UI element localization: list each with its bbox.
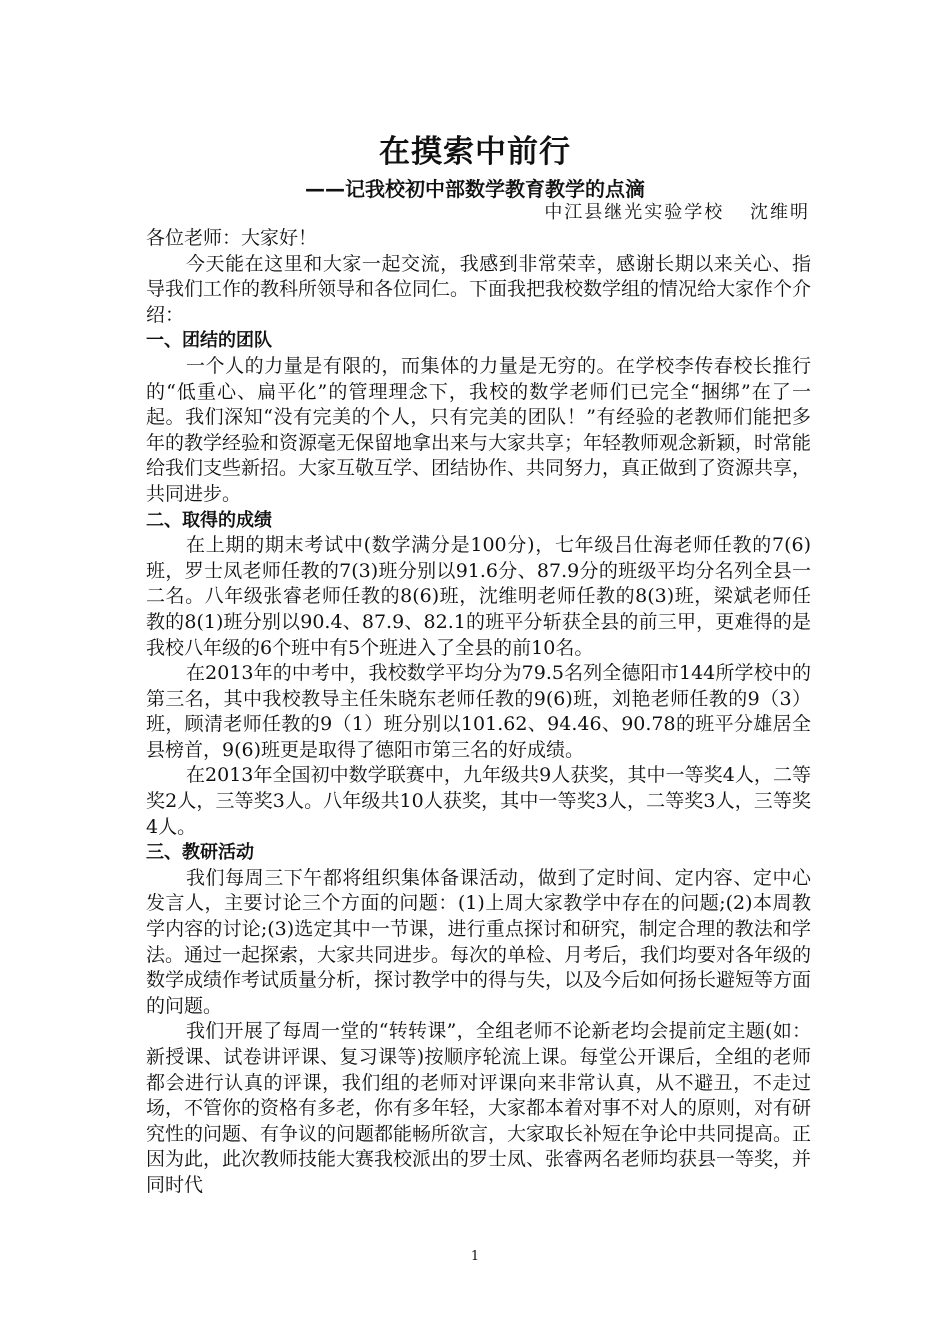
- achievements-paragraph-1: 在上期的期末考试中(数学满分是100分)，七年级吕仕海老师任教的7(6)班，罗士凤老师任教的7(3)班分别以91.6分、87.9分的班级平均分名列全县一二名。八年级张睿老师任教的8(6)班，沈维明老师任教的8(3)班，梁斌老师任教的8(1)班分别以90.4、87.9、82.1的班平分斩获全县的前三甲，更难得的是我校八年级的6个班中有5个班进入了全县的前10名。: [146, 534, 811, 659]
- document-subtitle: ——记我校初中部数学教育教学的点滴: [305, 177, 645, 201]
- team-paragraph: 一个人的力量是有限的，而集体的力量是无穷的。在学校李传春校长推行的“低重心、扁平化”的管理理念下，我校的数学老师们已完全“捆绑”在了一起。我们深知“没有完美的个人，只有完美的团队！”有经验的老教师们能把多年的教学经验和资源毫无保留地拿出来与大家共享；年轻教师观念新颖，时常能给我们支些新招。大家互敬互学、团结协作、共同努力，真正做到了资源共享，共同进步。: [146, 354, 812, 505]
- document-body: [146, 226, 811, 1199]
- section-heading-achievements: 二、取得的成绩: [146, 509, 272, 531]
- greeting: 各位老师：大家好！: [146, 227, 318, 249]
- author-line: 中江县继光实验学校 沈维明: [544, 202, 810, 223]
- document-title: 在摸索中前行: [379, 134, 571, 170]
- intro-paragraph: 今天能在这里和大家一起交流，我感到非常荣幸，感谢长期以来关心、指导我们工作的教科所领导和各位同仁。下面我把我校数学组的情况给大家作个介绍：: [146, 252, 812, 326]
- page-number: 1: [470, 1249, 480, 1264]
- achievements-paragraph-3: 在2013年全国初中数学联赛中，九年级共9人获奖，其中一等奖4人，二等奖2人，三等奖3人。八年级共10人获奖，其中一等奖3人，二等奖3人，三等奖4人。: [146, 764, 811, 838]
- research-paragraph-2: 我们开展了每周一堂的“转转课”，全组老师不论新老均会提前定主题(如：新授课、试卷讲评课、复习课等)按顺序轮流上课。每堂公开课后，全组的老师都会进行认真的评课，我们组的老师对评课向来非常认真，从不避丑，不走过场，不管你的资格有多老，你有多年轻，大家都本着对事不对人的原则，对有研究性的问题、有争议的问题都能畅所欲言，大家取长补短在争论中共同提高。正因为此，此次教师技能大赛我校派出的罗士凤、张睿两名老师均获县一等奖，并同时代: [146, 1020, 812, 1196]
- achievements-paragraph-2: 在2013年的中考中，我校数学平均分为79.5名列全德阳市144所学校中的第三名，其中我校教导主任朱晓东老师任教的9(6)班，刘艳老师任教的9（3）班，顾清老师任教的9（1）班分别以101.62、94.46、90.78的班平分雄居全县榜首，9(6)班更是取得了德阳市第三名的好成绩。: [146, 662, 811, 761]
- research-paragraph-1: 我们每周三下午都将组织集体备课活动，做到了定时间、定内容、定中心发言人，主要讨论三个方面的问题：(1)上周大家教学中存在的问题;(2)本周教学内容的讨论;(3)选定其中一节课，进行重点探讨和研究，制定合理的教法和学法。通过一起探索，大家共同进步。每次的单检、月考后，我们均要对各年级的数学成绩作考试质量分析，探讨教学中的得与失，以及今后如何扬长避短等方面的问题。: [146, 866, 812, 1017]
- section-heading-research: 三、教研活动: [146, 842, 254, 864]
- section-heading-team: 一、团结的团队: [146, 330, 272, 352]
